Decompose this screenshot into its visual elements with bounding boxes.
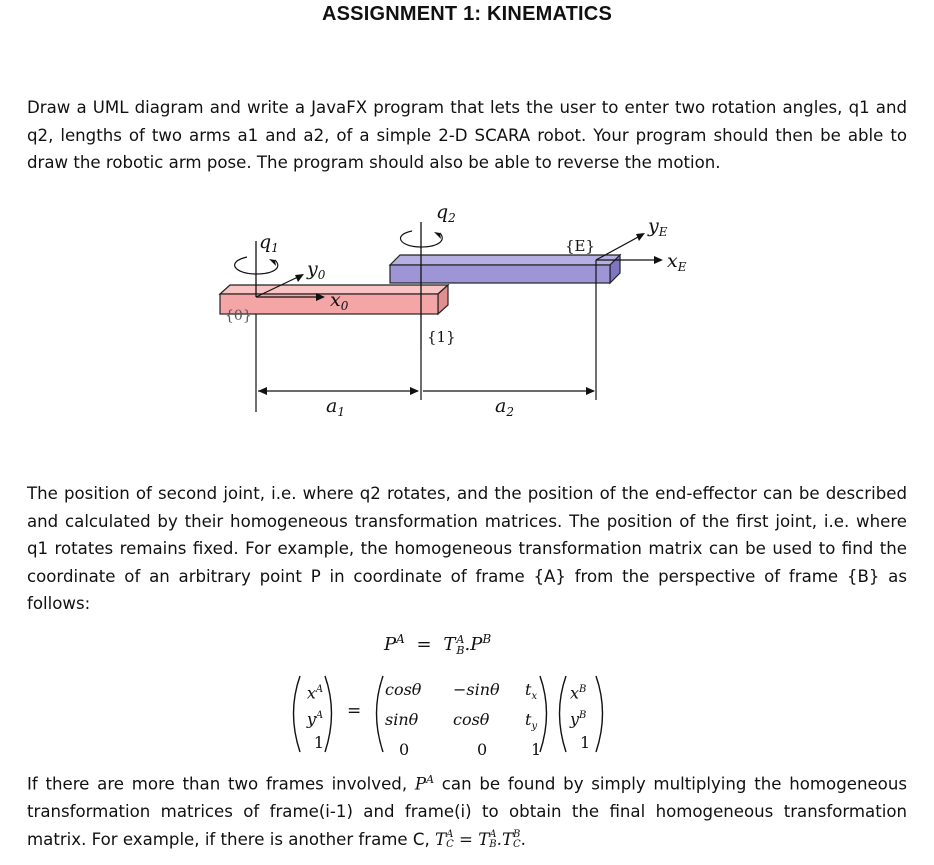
page-title: ASSIGNMENT 1: KINEMATICS <box>322 3 612 25</box>
a1-label: $a_1$ <box>326 395 345 419</box>
q1-label: $q_1$ <box>259 231 279 255</box>
body-paragraph: The position of second joint, i.e. where q2 rotates, and the position of the end-effector can be described and calculated by their homogeneous transformation matrices. The position of the first joint, i.e. where q1 rotates remains fixed. For example, the homogeneous transformation matrix can be used to find the coordinate of an arbitrary point P in coordinate of frame {A} from the perspective of frame {B} as follows: <box>27 484 907 613</box>
q2-label: $q_2$ <box>436 201 456 225</box>
vector-b: $x^B$ $y^B$ 1 <box>570 683 591 752</box>
a2-label: $a_2$ <box>495 395 514 419</box>
y0-label: $y_0$ <box>307 258 326 282</box>
closing-paragraph: If there are more than two frames involved, $P^A$ can be found by simply multiplying the homogeneous transformation matrices of frame(i-1) and frame(i) to obtain the final homogeneous transformation matrix. For example, if there is another frame C, T A C = T A B .T B C . <box>27 773 907 851</box>
frame0-label: {0} <box>225 308 252 324</box>
matrix-equals: = <box>347 701 362 721</box>
x0-label: $x_0$ <box>330 289 349 313</box>
frameE-label: {E} <box>565 237 596 255</box>
xE-label: $x_E$ <box>667 250 687 274</box>
frame1-label: {1} <box>427 328 456 346</box>
closing-formula: T A C = T A B .T B C . <box>435 829 526 851</box>
vector-a: $x^A$ $y^A$ 1 <box>306 683 325 752</box>
transformation-matrix: cosθ −sinθ $t_x$ sinθ cosθ $t_y$ 0 0 1 <box>385 680 542 760</box>
intro-paragraph: Draw a UML diagram and write a JavaFX program that lets the user to enter two rotation angles, q1 and q2, lengths of two arms a1 and a2, of a simple 2-D SCARA robot. Your program should then be able to draw the robotic arm pose. The program should also be able to reverse the motion. <box>27 98 907 172</box>
yE-label: $y_E$ <box>648 215 668 239</box>
equation-pa-equals-tab-pb: $P^A = T$ A B $.P^B$ <box>384 632 492 657</box>
